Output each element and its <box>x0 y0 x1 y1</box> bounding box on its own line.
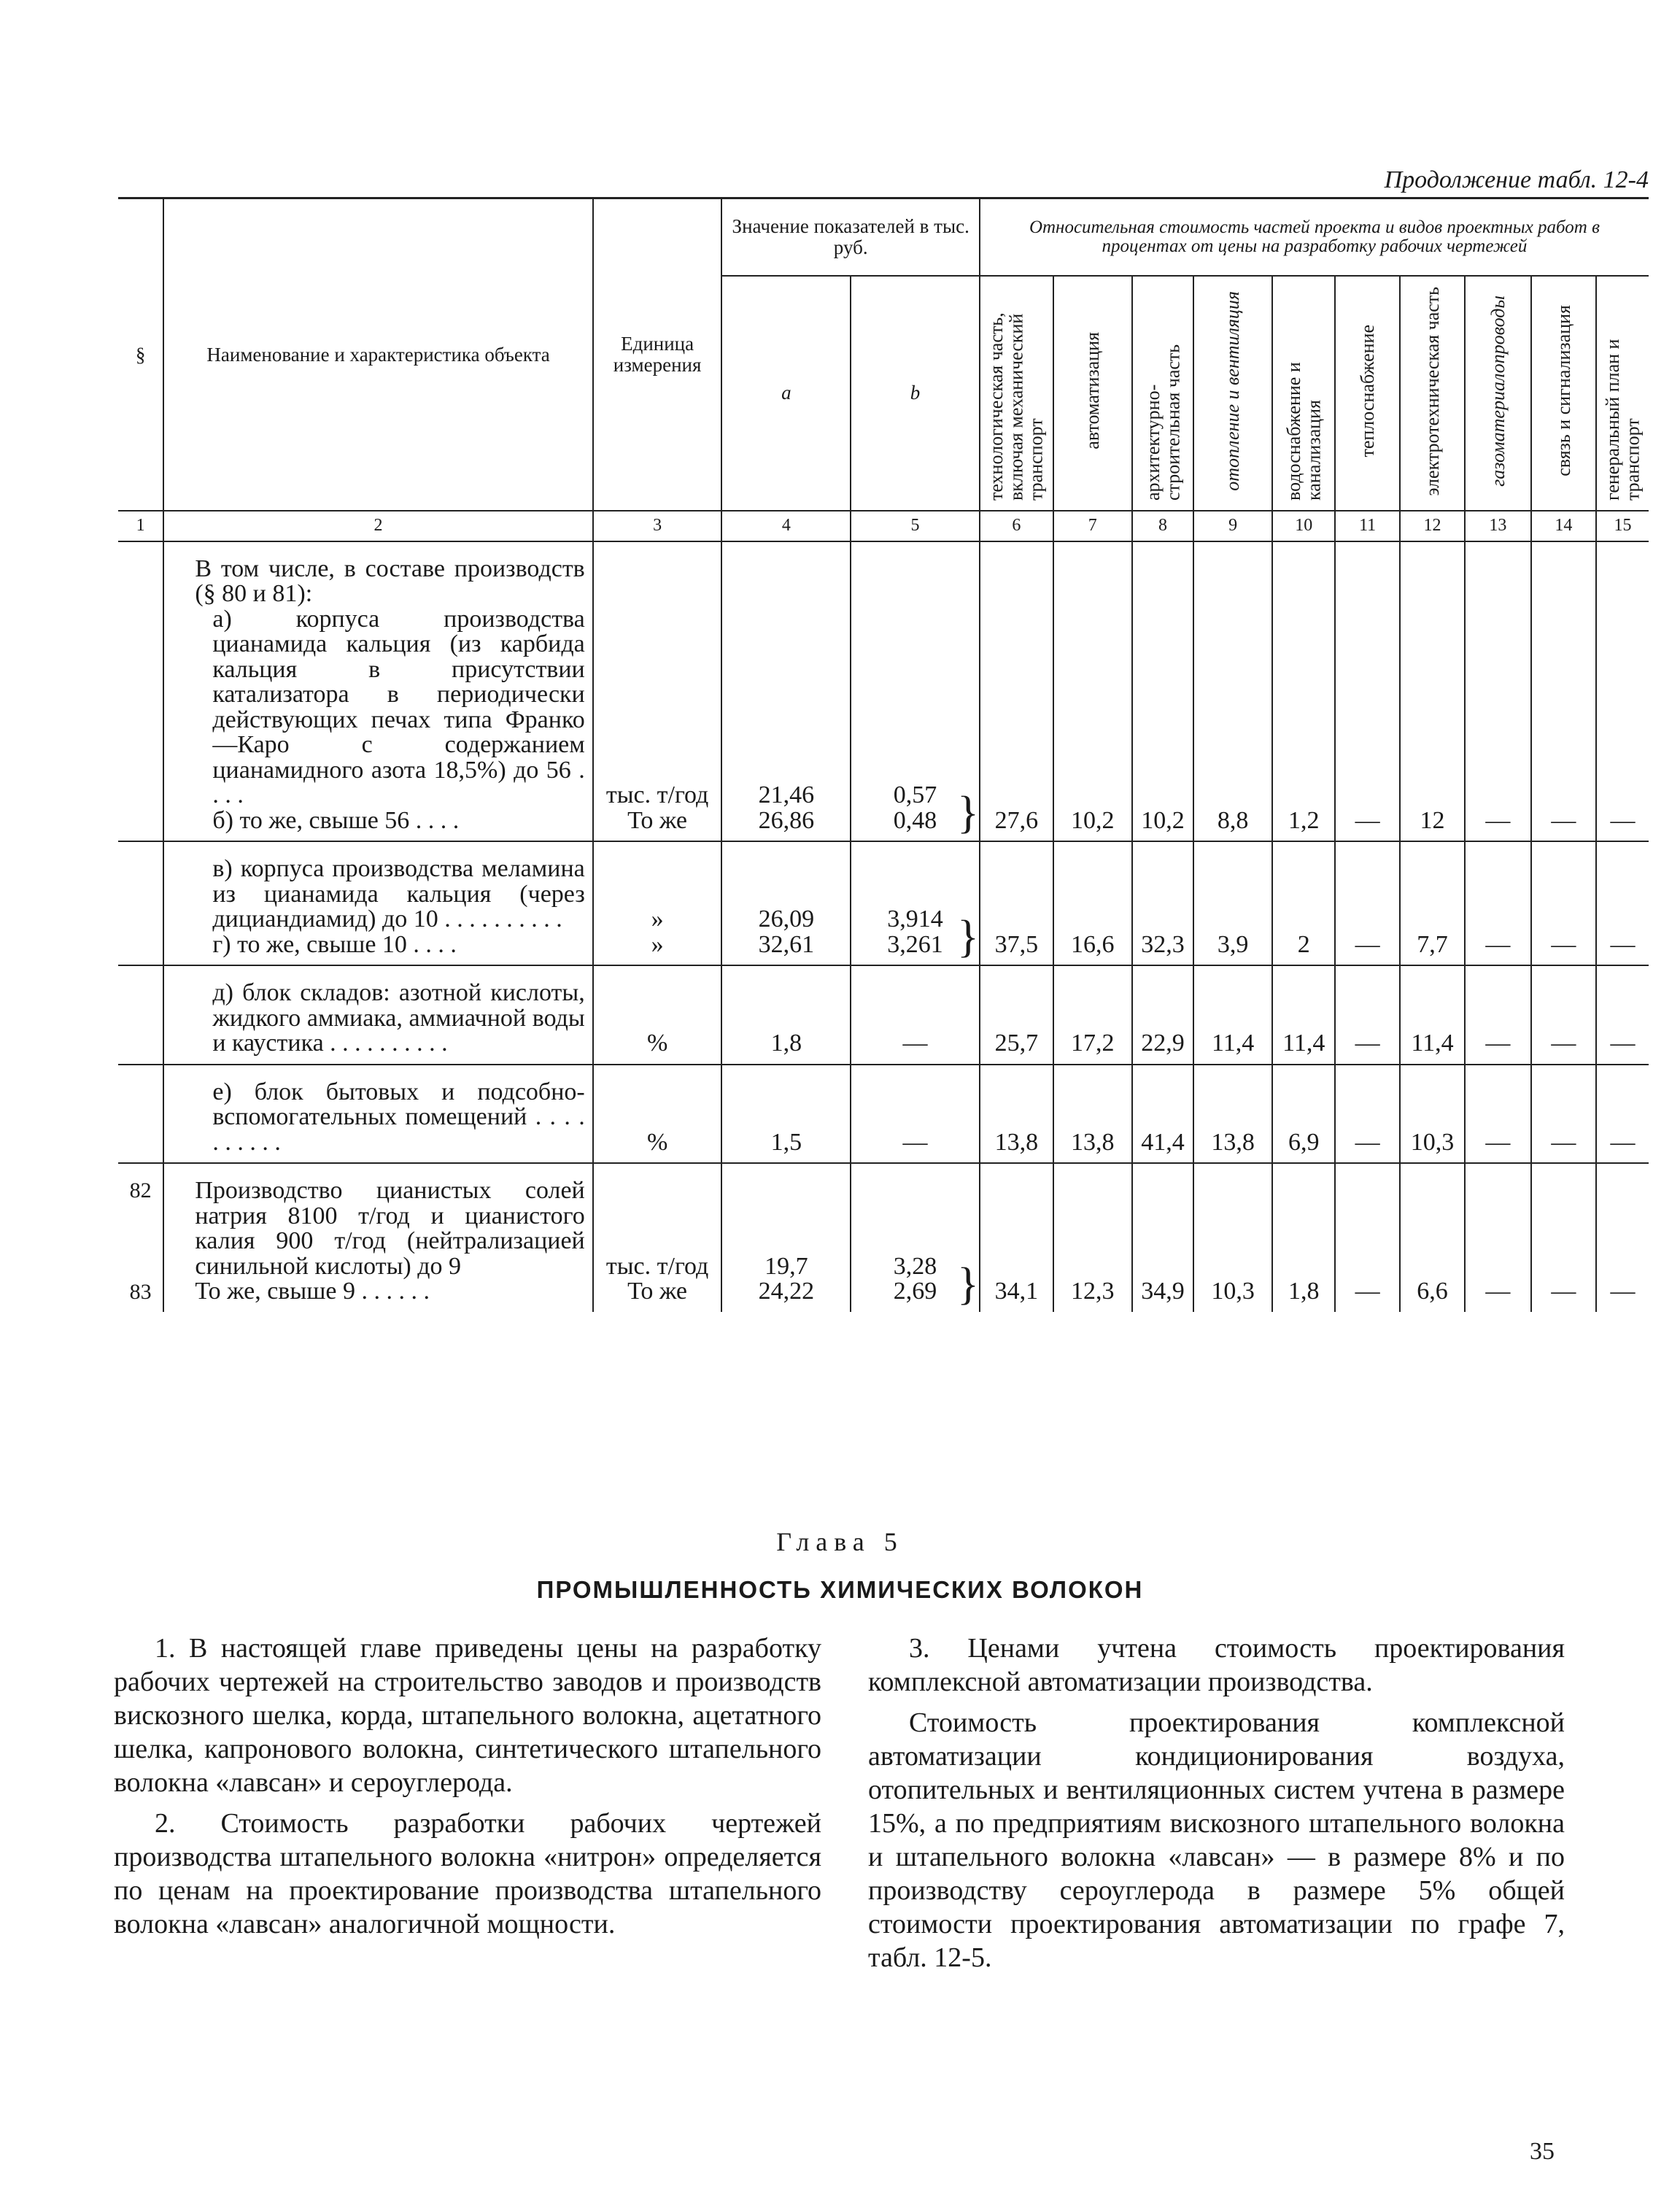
paragraph: Стоимость проектирования комплексной автоматизации кондиционирования воздуха, отопительных и вентиляционных систем учтена в размере 15%, а по предприятиям вискозного штапельного волокна и штапельного волокна «лавсан» — в размере 8% и по производству сероуглерода в размере 5% общей стоимости проектирования автоматизации по графе 7, табл. 12-5. <box>868 1707 1565 1973</box>
row-rel: 13,8 <box>1053 1065 1132 1164</box>
header-section: § <box>118 198 163 511</box>
row-rel: 1,8 <box>1272 1163 1335 1312</box>
col-number: 15 <box>1596 511 1649 541</box>
col-number: 14 <box>1531 511 1596 541</box>
row-value-b: 0,57 0,48 } <box>851 541 980 842</box>
row-rel: 12,3 <box>1053 1163 1132 1312</box>
row-rel: 11,4 <box>1193 965 1272 1065</box>
row-rel: 22,9 <box>1132 965 1193 1065</box>
paragraph: 3. Ценами учтена стоимость проектирования комплексной автоматизации производства. <box>868 1633 1565 1697</box>
row-intro: В том числе, в составе производств (§ 80 и 81): <box>195 555 585 607</box>
price-table <box>118 197 1649 1312</box>
header-rel-col: технологическая часть, включая механический транспорт <box>986 312 1047 501</box>
row-name <box>163 841 592 965</box>
row-rel: — <box>1465 1065 1530 1164</box>
row-rel: 13,8 <box>980 1065 1053 1164</box>
row-item: е) блок бытовых и подсобно-вспомогательных помещений . . . . . . . . . . <box>212 1078 585 1156</box>
table-row <box>118 965 1649 1065</box>
paragraph: 2. Стоимость разработки рабочих чертежей производства штапельного волокна «нитрон» определяется по ценам на проектирование производства штапельного волокна «лавсан» аналогичной мощности. <box>114 1808 821 1939</box>
header-unit: Единица измерения <box>593 198 722 511</box>
row-item: а) корпуса производства цианамида кальция (из карбида кальция в присутствии катализатора в периодически действующих печах типа Франко—Каро с содержанием цианамидного азота 18,5%) до 56 . . . . <box>212 605 585 808</box>
header-rel-col: электротехническая часть <box>1421 286 1443 496</box>
row-rel: — <box>1335 1065 1399 1164</box>
row-rel: — <box>1596 1163 1649 1312</box>
row-rel: 34,1 <box>980 1163 1053 1312</box>
row-section: 82 83 <box>129 1178 152 1304</box>
header-rel-col: теплоснабжение <box>1356 325 1378 457</box>
row-rel: — <box>1465 1163 1530 1312</box>
row-rel: — <box>1531 541 1596 842</box>
brace-icon: } <box>957 1259 979 1309</box>
col-number: 11 <box>1335 511 1399 541</box>
row-name <box>163 1163 592 1312</box>
row-rel: 6,9 <box>1272 1065 1335 1164</box>
row-name <box>163 541 592 842</box>
brace-icon: } <box>957 912 979 962</box>
body-right-column <box>868 1632 1565 1982</box>
row-rel: — <box>1335 1163 1399 1312</box>
row-value-a: 1,8 <box>721 965 851 1065</box>
row-rel: 11,4 <box>1400 965 1465 1065</box>
row-unit: % <box>593 965 722 1065</box>
row-rel: 2 <box>1272 841 1335 965</box>
row-rel: 27,6 <box>980 541 1053 842</box>
row-rel: — <box>1531 1163 1596 1312</box>
row-rel: — <box>1335 541 1399 842</box>
row-unit: % <box>593 1065 722 1164</box>
row-name <box>163 1065 592 1164</box>
row-rel: 10,2 <box>1132 541 1193 842</box>
row-rel: — <box>1531 841 1596 965</box>
row-rel: 41,4 <box>1132 1065 1193 1164</box>
row-rel: 6,6 <box>1400 1163 1465 1312</box>
paragraph: 1. В настоящей главе приведены цены на разработку рабочих чертежей на строительство заводов и производств вискозного шелка, корда, штапельного волокна, ацетатного шелка, капронового волокна, синтетического штапельного волокна «лавсан» и сероуглерода. <box>114 1633 821 1798</box>
brace-icon: } <box>957 788 979 838</box>
row-rel: 7,7 <box>1400 841 1465 965</box>
table-row <box>118 541 1649 842</box>
header-rel-col: связь и сигнализация <box>1552 305 1574 477</box>
row-name <box>163 965 592 1065</box>
row-rel: — <box>1531 1065 1596 1164</box>
row-value-b: 3,28 2,69 } <box>851 1163 980 1312</box>
row-unit: » » <box>593 841 722 965</box>
header-rel-col: отопление и вентиляция <box>1222 290 1244 491</box>
row-value-b: 3,914 3,261 } <box>851 841 980 965</box>
row-item: в) корпуса производства меламина из цианамида кальция (через дициандиамид) до 10 . . . . . . . . . . <box>212 855 585 933</box>
row-item: Производство цианистых солей натрия 8100 т/год и цианистого калия 900 т/год (нейтрализацией синильной кислоты) до 9 <box>195 1177 585 1280</box>
row-rel: 10,3 <box>1193 1163 1272 1312</box>
table-row <box>118 841 1649 965</box>
row-item: г) то же, свыше 10 . . . . <box>212 930 457 958</box>
row-value-b: — <box>851 965 980 1065</box>
header-values: Значение показателей в тыс. руб. <box>721 198 979 276</box>
row-rel: 25,7 <box>980 965 1053 1065</box>
table-continuation-caption: Продолжение табл. 12-4 <box>1384 166 1649 193</box>
chapter-label: Глава 5 <box>776 1527 904 1556</box>
row-unit: тыс. т/год То же <box>593 1163 722 1312</box>
header-rel-col: водоснабжение и канализация <box>1283 362 1325 501</box>
row-value-a: 19,7 24,22 <box>721 1163 851 1312</box>
row-rel: — <box>1596 965 1649 1065</box>
header-a: a <box>721 276 851 511</box>
row-rel: 17,2 <box>1053 965 1132 1065</box>
col-number: 10 <box>1272 511 1335 541</box>
row-unit: тыс. т/год То же <box>593 541 722 842</box>
col-number: 6 <box>980 511 1053 541</box>
header-rel-col: архитектурно-строительная часть <box>1142 344 1183 501</box>
row-rel: 37,5 <box>980 841 1053 965</box>
row-rel: — <box>1335 965 1399 1065</box>
col-number: 3 <box>593 511 722 541</box>
row-rel: 10,2 <box>1053 541 1132 842</box>
col-number: 9 <box>1193 511 1272 541</box>
row-rel: — <box>1465 541 1530 842</box>
row-rel: 32,3 <box>1132 841 1193 965</box>
row-item: д) блок складов: азотной кислоты, жидкого аммиака, аммиачной воды и каустика . . . . . . . . . . <box>212 979 585 1057</box>
row-rel: — <box>1335 841 1399 965</box>
row-rel: 10,3 <box>1400 1065 1465 1164</box>
table-row <box>118 1065 1649 1164</box>
col-number: 2 <box>163 511 592 541</box>
table-row <box>118 1163 1649 1312</box>
row-rel: — <box>1596 541 1649 842</box>
row-rel: — <box>1465 841 1530 965</box>
row-rel: 13,8 <box>1193 1065 1272 1164</box>
row-rel: 16,6 <box>1053 841 1132 965</box>
row-rel: 12 <box>1400 541 1465 842</box>
col-number: 5 <box>851 511 980 541</box>
row-value-b: — <box>851 1065 980 1164</box>
header-name: Наименование и характеристика объекта <box>163 198 592 511</box>
col-number: 7 <box>1053 511 1132 541</box>
chapter-title: ПРОМЫШЛЕННОСТЬ ХИМИЧЕСКИХ ВОЛОКОН <box>536 1576 1144 1603</box>
row-value-a: 26,09 32,61 <box>721 841 851 965</box>
page-number: 35 <box>1530 2138 1555 2165</box>
row-rel: — <box>1465 965 1530 1065</box>
col-number: 12 <box>1400 511 1465 541</box>
body-left-column <box>114 1632 821 1948</box>
col-number: 13 <box>1465 511 1530 541</box>
header-rel-col: газоматериалопроводы <box>1487 295 1509 487</box>
row-rel: 8,8 <box>1193 541 1272 842</box>
row-rel: 34,9 <box>1132 1163 1193 1312</box>
header-b: b <box>851 276 980 511</box>
row-rel: 11,4 <box>1272 965 1335 1065</box>
row-rel: 1,2 <box>1272 541 1335 842</box>
header-rel-col: автоматизация <box>1082 332 1104 450</box>
row-rel: — <box>1596 1065 1649 1164</box>
row-value-a: 1,5 <box>721 1065 851 1164</box>
col-number: 4 <box>721 511 851 541</box>
row-rel: 3,9 <box>1193 841 1272 965</box>
row-rel: — <box>1596 841 1649 965</box>
header-relative-cost: Относительная стоимость частей проекта и видов проектных работ в процентах от цены на разработку рабочих чертежей <box>980 198 1649 276</box>
col-number: 1 <box>118 511 163 541</box>
row-item: То же, свыше 9 . . . . . . <box>195 1278 430 1305</box>
row-value-a: 21,46 26,86 <box>721 541 851 842</box>
col-number: 8 <box>1132 511 1193 541</box>
row-item: б) то же, свыше 56 . . . . <box>212 806 460 834</box>
header-rel-col: генеральный план и транспорт <box>1602 339 1644 501</box>
row-rel: — <box>1531 965 1596 1065</box>
